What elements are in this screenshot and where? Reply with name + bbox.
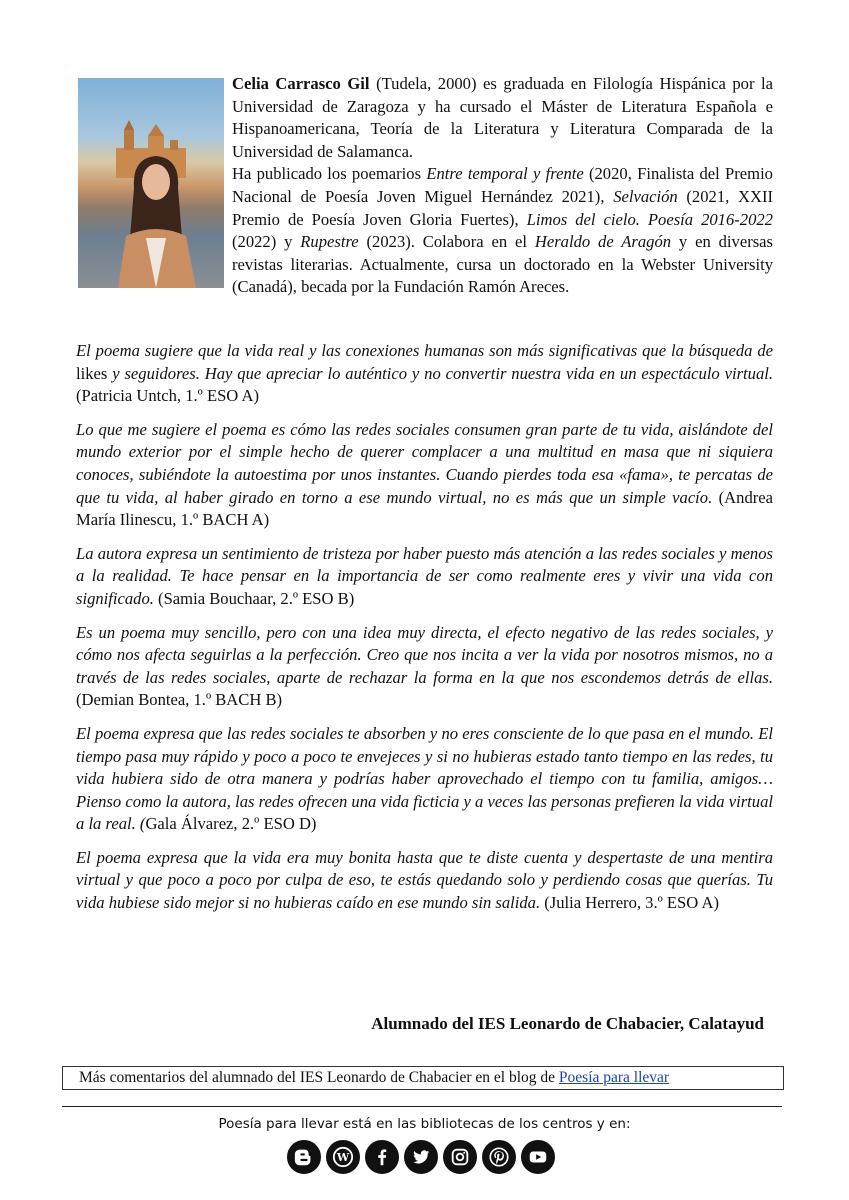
- newspaper-title: Heraldo de Aragón: [534, 232, 672, 252]
- facebook-icon[interactable]: [365, 1140, 399, 1174]
- wordpress-icon[interactable]: [326, 1140, 360, 1174]
- author-photo: [78, 78, 224, 288]
- social-icons: [287, 1140, 557, 1178]
- comment: El poema expresa que la vida era muy bonita hasta que te diste cuenta y despertaste de una mentira virtual y que poco a poco por culpa de eso, te estás quedando solo y perdiendo cosas que querías. Tu vida hubiese sido mejor si no hubieras caído en ese mundo sin salida. (Julia Herrero, 3.º ESO A): [76, 847, 773, 913]
- book-title: Entre temporal y frente: [426, 164, 584, 184]
- student-comments: [76, 340, 773, 926]
- more-comments-box: [62, 1066, 784, 1090]
- blogger-icon[interactable]: [287, 1140, 321, 1174]
- book-title: Rupestre: [300, 232, 359, 252]
- comment-author: (Patricia Untch, 1.º ESO A): [76, 386, 260, 406]
- person-silhouette: [114, 148, 198, 288]
- signature: Alumnado del IES Leonardo de Chabacier, Calatayud: [371, 1014, 764, 1033]
- bio-paragraph-1: Celia Carrasco Gil (Tudela, 2000) es graduada en Filología Hispánica por la Universidad de Zaragoza y ha cursado el Máster de Literatura Española e Hispanoamericana, Teoría de la Literatura y Literatura Comparada de la Universidad de Salamanca.: [232, 74, 774, 161]
- comment-author: (Samia Bouchaar, 2.º ESO B): [153, 588, 355, 608]
- comment-author: (Demian Bontea, 1.º BACH B): [76, 690, 283, 710]
- comment-author: (Andrea María Ilinescu, 1.º BACH A): [76, 487, 773, 530]
- more-comments-text: Más comentarios del alumnado del IES Leonardo de Chabacier en el blog de: [79, 1069, 559, 1086]
- author-bio: [78, 73, 773, 299]
- instagram-icon[interactable]: [443, 1140, 477, 1174]
- author-name: Celia Carrasco Gil: [232, 74, 370, 93]
- comment-author: Gala Álvarez, 2.º ESO D): [145, 814, 317, 834]
- divider: [62, 1106, 782, 1107]
- comment: El poema expresa que las redes sociales te absorben y no eres consciente de lo que pasa en el mundo. El tiempo pasa muy rápido y poco a poco te envejeces y si no hubieras estado tanto tiempo en las redes, tu vida hubiera sido de otra manera y podrías haber aprovechado el tiempo con tu familia, amigos… Pienso como la autora, las redes ofrecen una vida ficticia y a veces las personas prefieren la vida virtual a la real. (Gala Álvarez, 2.º ESO D): [76, 723, 773, 834]
- book-title: Selvación: [613, 186, 678, 206]
- book-title: Limos del cielo. Poesía 2016-2022: [526, 209, 773, 229]
- footer-text: Poesía para llevar está en las bibliotecas de los centros y en:: [218, 1116, 631, 1132]
- comment: La autora expresa un sentimiento de tristeza por haber puesto más atención a las redes sociales y menos a la realidad. Te hace pensar en la importancia de ser como realmente eres y vivir una vida con significado. (Samia Bouchaar, 2.º ESO B): [76, 543, 773, 608]
- twitter-icon[interactable]: [404, 1140, 438, 1174]
- youtube-icon[interactable]: [521, 1140, 555, 1174]
- blog-link[interactable]: Poesía para llevar: [558, 1069, 670, 1086]
- bio-paragraph-2: Ha publicado los poemarios Entre temporal y frente (2020, Finalista del Premio Nacional de Poesía Joven Miguel Hernández 2021), Selvación (2021, XXII Premio de Poesía Joven Gloria Fuertes), Limos del cielo. Poesía 2016-2022 (2022) y Rupestre (2023). Colabora en el Heraldo de Aragón y en diversas revistas literarias. Actualmente, cursa un doctorado en la Webster University (Canadá), becada por la Fundación Ramón Areces.: [232, 164, 774, 297]
- comment-author: (Julia Herrero, 3.º ESO A): [540, 893, 720, 913]
- pinterest-icon[interactable]: [482, 1140, 516, 1174]
- comment: El poema sugiere que la vida real y las conexiones humanas son más significativas que la búsqueda de likes y seguidores. Hay que apreciar lo auténtico y no convertir nuestra vida en un espectáculo virtual. (Patricia Untch, 1.º ESO A): [76, 341, 773, 406]
- comment: Es un poema muy sencillo, pero con una idea muy directa, el efecto negativo de las redes sociales, y cómo nos afecta seguirlas a la perfección. Creo que nos incita a ver la vida por nosotros mismos, no a través de las redes sociales, aparte de rechazar la forma en la que nos escondemos detrás de ellas. (Demian Bontea, 1.º BACH B): [76, 622, 773, 710]
- svg-text:W: W: [336, 1151, 350, 1165]
- comment: Lo que me sugiere el poema es cómo las redes sociales consumen gran parte de tu vida, aislándote del mundo exterior por el simple hecho de querer complacer a una multitud en masa que ni siquiera conoces, subiéndote la autoestima por unos instantes. Cuando pierdes toda esa «fama», te percatas de que tu vida, al haber girado en torno a ese mundo virtual, no es más que un simple vacío. (Andrea María Ilinescu, 1.º BACH A): [76, 419, 773, 530]
